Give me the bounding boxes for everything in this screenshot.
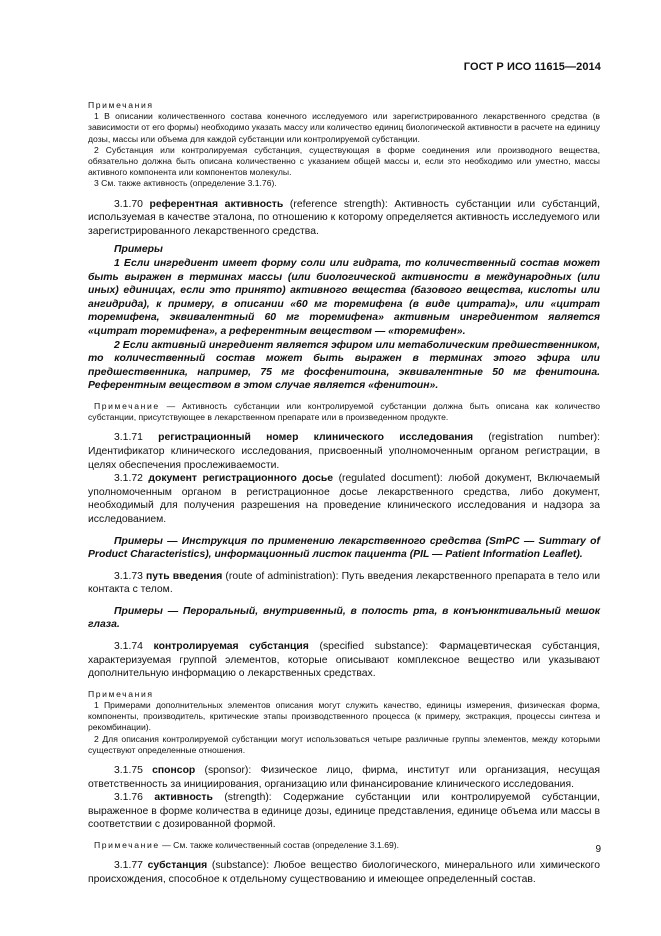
term-3-1-70 (88, 198, 600, 239)
term-definition: (substance): Любое вещество биологического, минерального или химического происхождения, способное к отдельному существованию и имеющее определенный состав. (88, 860, 600, 885)
document-code: ГОСТ Р ИСО 11615—2014 (463, 61, 601, 73)
term-definition: (specified substance): Фармацевтическая субстанция, характеризуемая группой элементов, которые описывают комплексное вещество или указывают дополнительную информацию о лекарственных средствах. (88, 641, 600, 680)
term-number: 3.1.72 (114, 473, 143, 485)
term-definition: (regulated document): любой документ, Включаемый уполномоченным органом в регистрационное досье лекарственного средства, либо документ, необходимый для получения разрешения на проведение клинического исследования и надзора за исследованием. (88, 473, 600, 525)
term-name: регистрационный номер клинического исследования (158, 432, 474, 444)
examples-3-1-73: Примеры — Пероральный, внутривенный, в полость рта, в конъюнктивальный мешок глаза. (88, 605, 600, 631)
note-item: 3 См. также активность (определение 3.1.76). (94, 178, 277, 189)
term-3-1-73 (88, 570, 600, 597)
examples-heading: Примеры (114, 244, 163, 256)
term-name: субстанция (147, 860, 208, 872)
term-definition: (strength): Содержание субстанции или контролируемой субстанции, выраженное в форме количества в единице дозы, единице представления, единице объема или массы в соответствии с дозированной формой. (88, 792, 600, 831)
term-name: спонсор (152, 765, 196, 777)
note-item: 2 Для описания контролируемой субстанции могут использоваться четыре различные группы элементов, между которыми существуют определенные отношения. (88, 733, 600, 755)
note-block-4 (88, 840, 600, 851)
term-number: 3.1.73 (114, 570, 143, 582)
term-number: 3.1.75 (114, 765, 143, 777)
note-item: 2 Субстанция или контролируемая субстанция, существующая в форме соединения или производного вещества, обязательно должна быть описана количественно с указанием общей массы и, если это необходимо или уместно, массы активного компонента или компонентов молекулы. (88, 144, 600, 178)
note-block-3 (88, 689, 600, 756)
term-definition: (reference strength): Активность субстанции или субстанций, используемая в качестве эталона, по отношению к которому определяется активность исследуемого или зарегистрированного лекарственного средства. (88, 198, 600, 237)
note-item: 1 Примерами дополнительных элементов описания могут служить качество, единицы измерения, физическая форма, компоненты, производитель, критические этапы производственного процесса (к примеру, экстракция, процессы синтеза и рекомбинации). (88, 700, 600, 733)
term-3-1-76 (88, 791, 600, 832)
note-text: — Активность субстанции или контролируемой субстанции должна быть описана как количество субстанции, присутствующее в лекарственном препарате или в произведенном продукте. (88, 400, 600, 423)
term-name: активность (154, 792, 213, 804)
examples-block-3-1-70 (88, 243, 600, 393)
term-definition: (registration number): Идентификатор клинического исследования, присвоенный уполномоченным органом регистрации, в целях обеспечения прослеживаемости. (88, 432, 601, 471)
term-3-1-75 (88, 764, 600, 791)
note-block-1 (88, 100, 600, 190)
term-name: референтная активность (149, 198, 284, 210)
term-number: 3.1.76 (114, 792, 143, 804)
note-heading: Примечание (94, 840, 160, 851)
examples-3-1-72: Примеры — Инструкция по применению лекарственного средства (SmPC — Summary of Product Characteristics), информационный листок пациента (PIL — Patient Information Leaflet). (88, 535, 600, 561)
note-item: 1 В описании количественного состава конечного исследуемого или зарегистрированного лекарственного средства (в зависимости от его формы) необходимо указать массу или количество единиц биологической активности в расчете на единицу дозы, массы или объема для каждой субстанции или контролируемой субстанции. (88, 111, 600, 144)
example-item: 2 Если активный ингредиент является эфиром или метаболическим предшественником, то количественный состав может быть выражен в терминах этого эфира или предшественника, например, 75 мг фосфенитоина, эквивалентные 50 мг фенитоина. Референтным веществом в этом случае является «фенитоин». (88, 339, 600, 392)
note-heading: Примечания (88, 688, 154, 699)
term-name: путь введения (146, 570, 223, 582)
term-definition: (route of administration): Путь введения лекарственного препарата в тело или контакта с телом. (88, 570, 600, 596)
note-text: — См. также количественный состав (определение 3.1.69). (159, 840, 400, 851)
term-number: 3.1.70 (114, 198, 143, 210)
term-name: контролируемая субстанция (153, 641, 309, 653)
term-name: документ регистрационного досье (148, 473, 334, 485)
term-3-1-77 (88, 859, 600, 886)
note-block-2 (88, 401, 600, 423)
term-definition: (sponsor): Физическое лицо, фирма, институт или организация, несущая ответственность за инициирования, организацию или финансирование клинического исследования. (88, 765, 600, 790)
note-heading: Примечание (94, 400, 160, 411)
note-heading: Примечания (88, 100, 154, 110)
page-content (88, 100, 600, 886)
example-item: 1 Если ингредиент имеет форму соли или гидрата, то количественный состав может быть выражен в терминах массы (или биологической активности в международных (или иных) единицах, если это принято) активного вещества (базового вещества, кислоты или ангидрида), к примеру, в описании «60 мг торемифена (в виде цитрата)», или «цитрат торемифена, эквивалентный 60 мг торемифена» активным ингредиентом является «цитрат торемифена», а референтным веществом — «торемифен». (88, 258, 600, 337)
term-3-1-74 (88, 640, 600, 681)
term-3-1-72 (88, 472, 600, 526)
term-number: 3.1.77 (114, 860, 143, 872)
term-number: 3.1.71 (114, 432, 143, 444)
term-3-1-71 (88, 431, 600, 472)
term-number: 3.1.74 (114, 641, 143, 653)
page-number: 9 (595, 844, 601, 855)
